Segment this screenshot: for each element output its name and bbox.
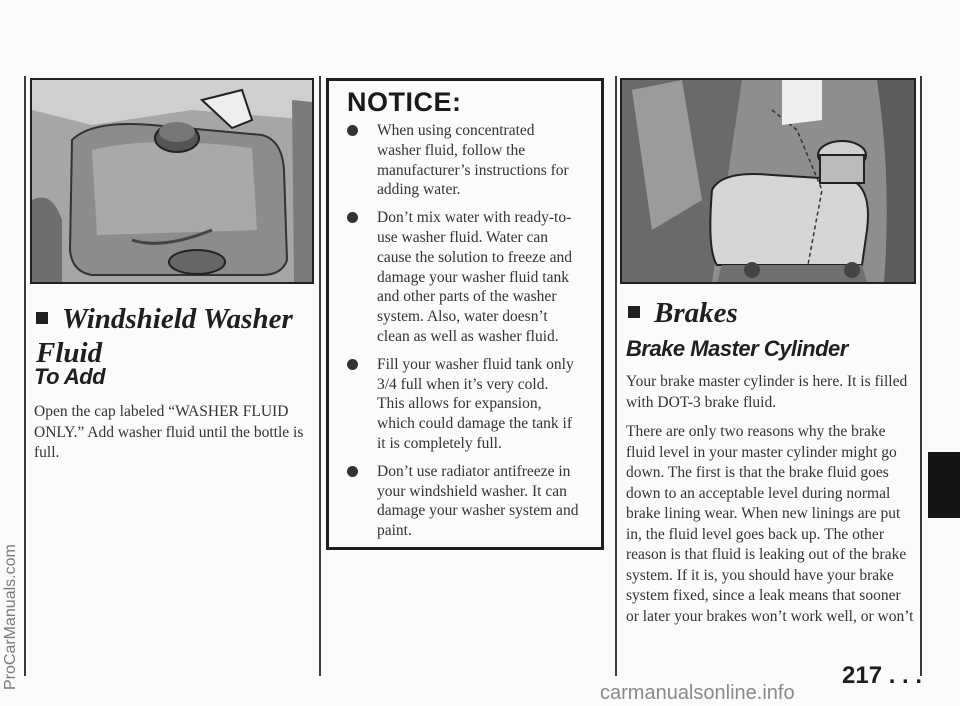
bullet-icon xyxy=(347,466,358,477)
brake-paragraph: Your brake master cylinder is here. It is filled with DOT-3 brake fluid. xyxy=(626,373,908,411)
notice-item: Don’t use radiator antifreeze in your windshield washer. It can damage your washer system and paint. xyxy=(343,462,579,541)
side-watermark: ProCarManuals.com xyxy=(2,544,19,690)
bullet-icon xyxy=(347,212,358,223)
washer-fluid-photo xyxy=(30,78,314,284)
notice-box xyxy=(326,78,604,550)
notice-item: Don’t mix water with ready-to-use washer fluid. Water can cause the solution to freeze and damage your washer fluid tank and other parts of the washer system. Also, water doesn’t clean as well as washer fluid. xyxy=(343,208,579,347)
notice-list xyxy=(343,121,579,549)
washer-fluid-instructions: Open the cap labeled “WASHER FLUID ONLY.” Add washer fluid until the bottle is full. xyxy=(34,403,304,461)
notice-item: When using concentrated washer fluid, follow the manufacturer’s instructions for adding water. xyxy=(343,121,579,200)
bullet-icon xyxy=(347,125,358,136)
column-rule-middle xyxy=(319,76,321,676)
notice-title: NOTICE: xyxy=(347,87,462,117)
bottom-watermark: carmanualsonline.info xyxy=(600,682,795,704)
brake-body-text xyxy=(626,372,914,636)
to-add-subheading: To Add xyxy=(34,364,106,389)
brakes-heading: Brakes xyxy=(628,296,908,330)
column-rule-center xyxy=(615,76,617,676)
section-thumb-tab xyxy=(928,452,960,518)
section-bullet-icon xyxy=(36,312,48,324)
column-rule-right xyxy=(920,76,922,676)
windshield-washer-heading: Windshield Washer Fluid xyxy=(36,303,293,369)
page-number: 217 . . . xyxy=(842,662,923,689)
column-rule-left xyxy=(24,76,26,676)
brake-paragraph: There are only two reasons why the brake fluid level in your master cylinder might go down. The first is that the brake fluid goes down to an acceptable level during normal brake lining wear. When new linings are put in, the fluid level goes back up. The other reason is that fluid is leaking out of the brake system. If it is, you should have your brake system fixed, since a leak means that sooner or later your brakes won’t work well, or won’t xyxy=(626,423,914,625)
section-bullet-icon xyxy=(628,306,640,318)
brake-master-cylinder-subheading: Brake Master Cylinder xyxy=(626,336,848,361)
bullet-icon xyxy=(347,359,358,370)
notice-item: Fill your washer fluid tank only 3/4 full when it’s very cold. This allows for expansion, which could damage the tank if it is completely full. xyxy=(343,355,579,454)
washer-fluid-paragraph xyxy=(34,402,310,473)
brake-master-cylinder-photo xyxy=(620,78,916,284)
